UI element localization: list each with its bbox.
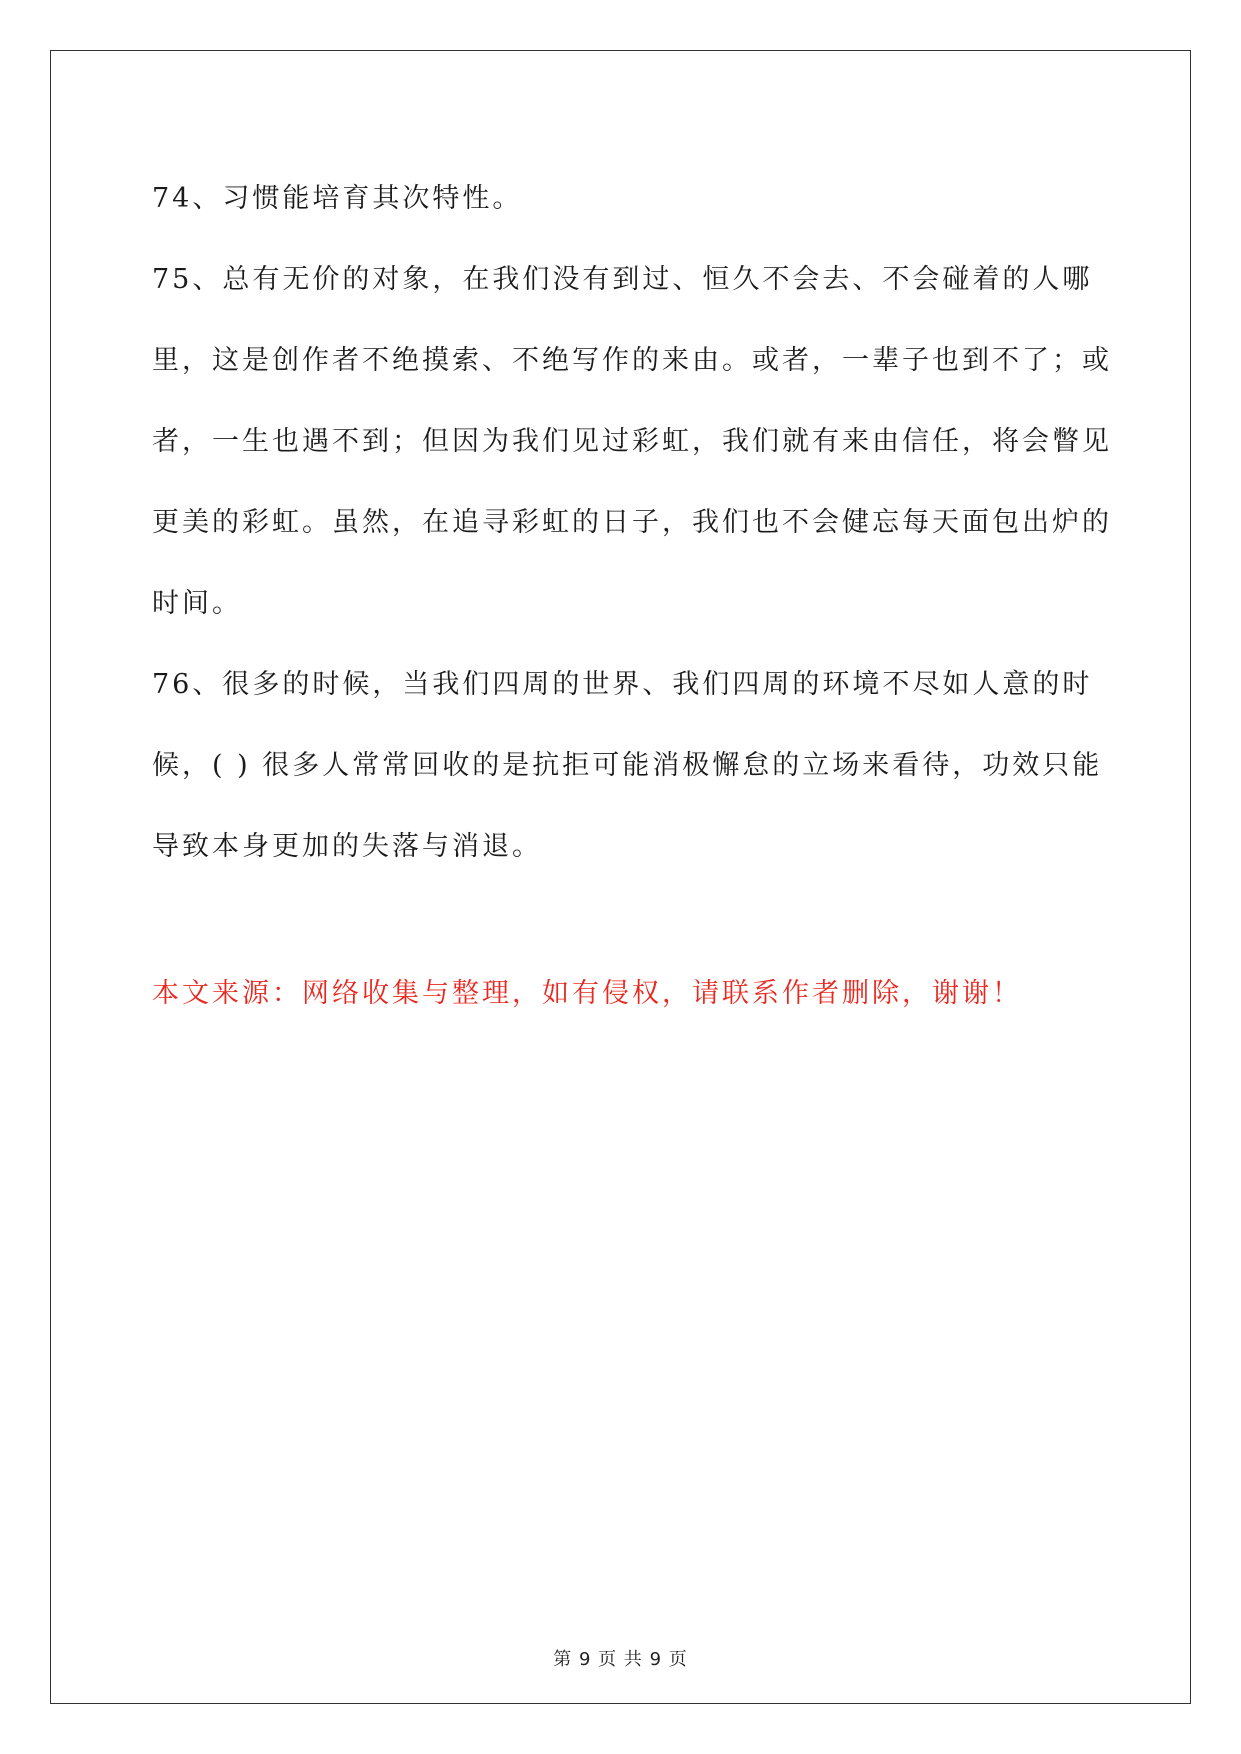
paragraph-75: 75、总有无价的对象，在我们没有到过、恒久不会去、不会碰着的人哪里，这是创作者不绝摸索、不绝写作的来由。或者，一辈子也到不了；或者，一生也遇不到；但因为我们见过彩虹，我们就有来由信任，将会瞥见更美的彩虹。虽然，在追寻彩虹的日子，我们也不会健忘每天面包出炉的时间。 — [152, 264, 1112, 619]
source-note: 本文来源：网络收集与整理，如有侵权，请联系作者删除，谢谢！ — [152, 978, 1022, 1009]
paragraph-74: 74、习惯能培育其次特性。 — [152, 183, 523, 214]
page-number-footer: 第 9 页 共 9 页 — [553, 1649, 688, 1670]
paragraph-76: 76、很多的时候，当我们四周的世界、我们四周的环境不尽如人意的时候，( ) 很多人常常回收的是抗拒可能消极懈怠的立场来看待，功效只能导致本身更加的失落与消退。 — [152, 669, 1103, 862]
document-body — [152, 158, 1112, 887]
